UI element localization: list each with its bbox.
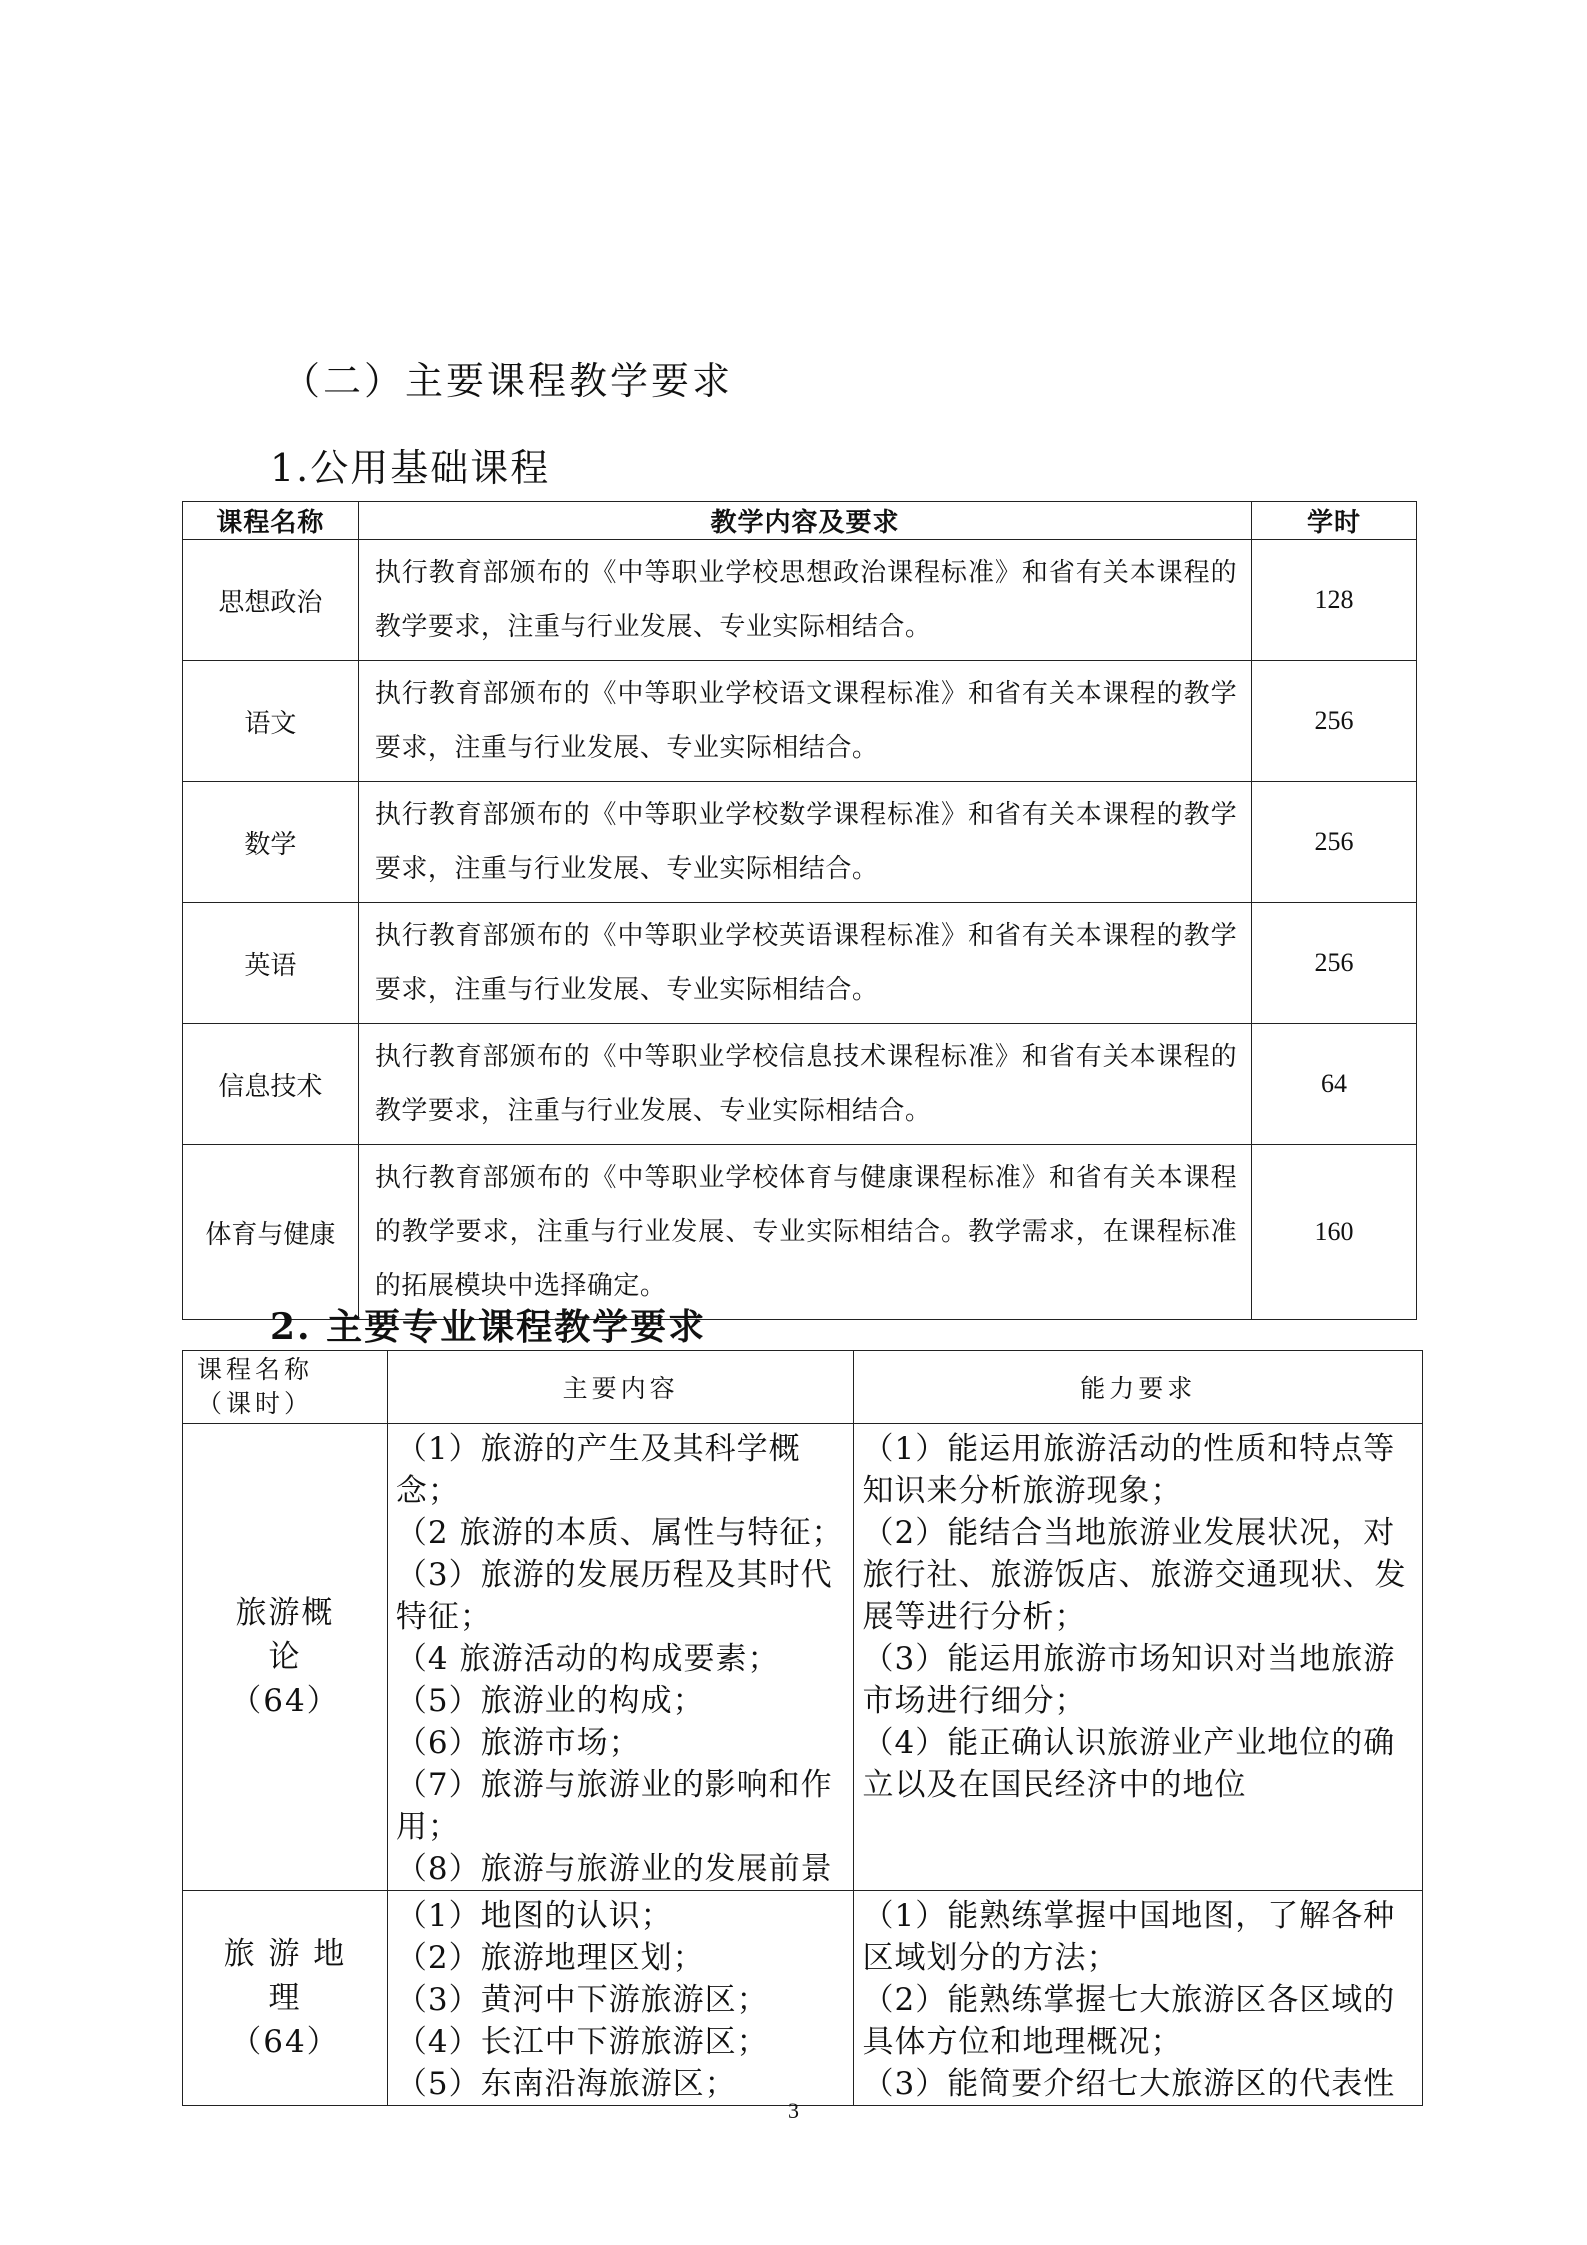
- course-name: 体育与健康: [183, 1145, 359, 1320]
- table-row: [183, 1891, 1423, 2106]
- section-title: （二）主要课程教学要求: [282, 359, 734, 403]
- page-number: 3: [788, 2098, 799, 2123]
- list-item: （4 旅游活动的构成要素；: [395, 1641, 780, 1677]
- header-ability-requirements: 能力要求: [854, 1351, 1423, 1424]
- list-item: （3）旅游的发展历程及其时代特征；: [395, 1557, 833, 1635]
- subsection-title-public-courses: 1.公用基础课程: [270, 446, 551, 490]
- table-row: [183, 903, 1417, 1024]
- list-item: （1）能熟练掌握中国地图，了解各种区域划分的方法；: [862, 1898, 1396, 1976]
- public-courses-table: [182, 501, 1417, 1320]
- major-course-name: [183, 1424, 388, 1891]
- course-name: 语文: [183, 661, 359, 782]
- table-row: [183, 782, 1417, 903]
- list-item: （2）能熟练掌握七大旅游区各区域的具体方位和地理概况；: [862, 1982, 1396, 2060]
- header-course-name: 课程名称: [183, 502, 359, 540]
- table-header-row: [183, 1351, 1423, 1424]
- course-content: 执行教育部颁布的《中等职业学校英语课程标准》和省有关本课程的教学要求，注重与行业发展、专业实际相结合。: [358, 903, 1251, 1024]
- subsection-title-major-courses: 2. 主要专业课程教学要求: [270, 1306, 707, 1348]
- course-name-line: 旅游概: [235, 1595, 335, 1631]
- list-item: （2）能结合当地旅游业发展状况，对旅行社、旅游饭店、旅游交通现状、发展等进行分析；: [862, 1515, 1407, 1635]
- course-content: 执行教育部颁布的《中等职业学校思想政治课程标准》和省有关本课程的教学要求，注重与行业发展、专业实际相结合。: [358, 540, 1251, 661]
- header-main-content: 主要内容: [387, 1351, 854, 1424]
- list-item: （6）旅游市场；: [395, 1725, 641, 1761]
- course-hours: （64）: [230, 1683, 340, 1719]
- list-item: （5）旅游业的构成；: [395, 1683, 705, 1719]
- ability-requirements-list: [854, 1424, 1423, 1891]
- table-row: [183, 661, 1417, 782]
- course-name-line: 论: [268, 1639, 302, 1675]
- table-row: [183, 540, 1417, 661]
- course-name: 思想政治: [183, 540, 359, 661]
- ability-requirements-list: [854, 1891, 1423, 2106]
- header-hours-line: （课时）: [197, 1389, 314, 1418]
- course-hours: 64: [1252, 1024, 1417, 1145]
- list-item: （2）旅游地理区划；: [395, 1940, 705, 1976]
- course-hours: 256: [1252, 782, 1417, 903]
- list-item: （8）旅游与旅游业的发展前景: [395, 1851, 833, 1887]
- course-hours: 160: [1252, 1145, 1417, 1320]
- course-content: 执行教育部颁布的《中等职业学校语文课程标准》和省有关本课程的教学要求，注重与行业发展、专业实际相结合。: [358, 661, 1251, 782]
- course-name: 英语: [183, 903, 359, 1024]
- course-content: 执行教育部颁布的《中等职业学校信息技术课程标准》和省有关本课程的教学要求，注重与行业发展、专业实际相结合。: [358, 1024, 1251, 1145]
- list-item: （2 旅游的本质、属性与特征；: [395, 1515, 844, 1551]
- table-row: [183, 1145, 1417, 1320]
- course-name: 信息技术: [183, 1024, 359, 1145]
- major-courses-table: [182, 1350, 1423, 2106]
- header-content: 教学内容及要求: [358, 502, 1251, 540]
- list-item: （4）长江中下游旅游区；: [395, 2024, 769, 2060]
- course-hours: （64）: [230, 2024, 340, 2060]
- course-content: 执行教育部颁布的《中等职业学校体育与健康课程标准》和省有关本课程的教学要求，注重与行业发展、专业实际相结合。教学需求，在课程标准的拓展模块中选择确定。: [358, 1145, 1251, 1320]
- list-item: （5）东南沿海旅游区；: [395, 2066, 737, 2102]
- major-course-name: [183, 1891, 388, 2106]
- table-row: [183, 1424, 1423, 1891]
- course-content: 执行教育部颁布的《中等职业学校数学课程标准》和省有关本课程的教学要求，注重与行业发展、专业实际相结合。: [358, 782, 1251, 903]
- course-name-line: 理: [268, 1980, 302, 2016]
- course-hours: 256: [1252, 903, 1417, 1024]
- course-hours: 128: [1252, 540, 1417, 661]
- main-content-list: [387, 1424, 854, 1891]
- course-name-line: 旅 游 地: [223, 1936, 347, 1972]
- list-item: （4）能正确认识旅游业产业地位的确立以及在国民经济中的地位: [862, 1725, 1396, 1803]
- list-item: （7）旅游与旅游业的影响和作用；: [395, 1767, 833, 1845]
- main-content-list: [387, 1891, 854, 2106]
- course-hours: 256: [1252, 661, 1417, 782]
- header-course-name-hours: [183, 1351, 388, 1424]
- header-hours: 学时: [1252, 502, 1417, 540]
- list-item: （3）能简要介绍七大旅游区的代表性: [862, 2066, 1396, 2102]
- list-item: （3）能运用旅游市场知识对当地旅游市场进行细分；: [862, 1641, 1396, 1719]
- table-header-row: [183, 502, 1417, 540]
- list-item: （1）旅游的产生及其科学概念；: [395, 1431, 801, 1509]
- header-course-name-line: 课程名称: [197, 1355, 314, 1384]
- list-item: （1）地图的认识；: [395, 1898, 673, 1934]
- list-item: （1）能运用旅游活动的性质和特点等知识来分析旅游现象；: [862, 1431, 1396, 1509]
- list-item: （3）黄河中下游旅游区；: [395, 1982, 769, 2018]
- course-name: 数学: [183, 782, 359, 903]
- table-row: [183, 1024, 1417, 1145]
